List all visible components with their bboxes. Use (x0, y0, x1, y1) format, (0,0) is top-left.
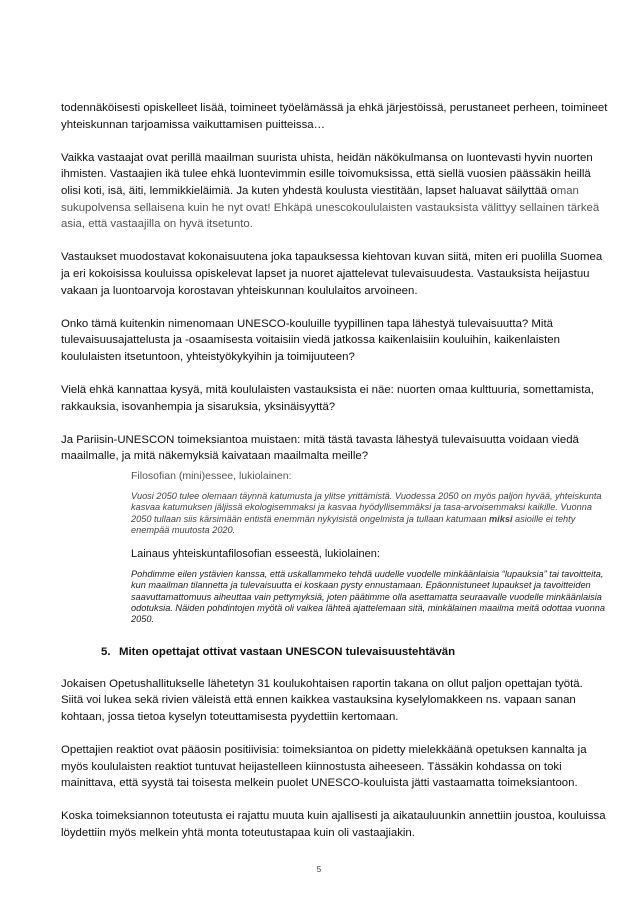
section-paragraph-reactions: Opettajien reaktiot ovat pääosin positiivisia: toimeksiantoa on pidetty mielekkäänä opetuksen kannalta ja myös koululaisten reaktiot tuntuvat heijastelleen kiinnostusta aiheeseen. Tässäkin kohdassa on toki mainittava, että syystä tai toisesta melkein puolet UNESCO-kouluista jätti vastaamatta toimeksiantoon. (61, 744, 587, 790)
section-heading (101, 646, 608, 658)
quote1-text: Vuosi 2050 tulee olemaan täynnä katumusta ja ylitse yrittämistä. Vuodessa 2050 on myös paljon hyvää, yhteiskunta kasvaa katumuksen jäljissä ekologisemmaksi ja kasvaa hyödyllisemmäksi ja tasa-arvoisemmaksi kaikille. Vuonna 2050 tullaan siis kärsimään entistä enemmän nykyisistä ongelmista ja tullaan katumaan (131, 491, 602, 524)
paragraph-respondents-perspective (61, 150, 608, 233)
paragraph-intro-continuation: todennäköisesti opiskelleet lisää, toimineet työelämässä ja ehkä järjestöissä, perustaneet perheen, toimineet yhteiskunnan tarjoamissa vaikuttamisen puitteissa… (61, 102, 608, 131)
paragraph-what-not-seen: Vielä ehkä kannattaa kysyä, mitä koululaisten vastauksista ei näe: nuorten omaa kulttuuria, somettamista, rakkauksia, isovanhempia ja sisaruksia, yksinäisyyttä? (61, 384, 594, 413)
paragraph-answers-overview: Vastaukset muodostavat kokonaisuutena joka tapauksessa kiehtovan kuvan siitä, miten eri puolilla Suomea ja eri kokoisissa kouluissa opiskelevat lapset ja nuoret ajattelevat tulevaisuudesta. Vastauksista heijastuu vakaan ja luontoarvoja korostavan yhteiskunnan koululaitos arvoineen. (61, 251, 603, 297)
page-number: 5 (316, 865, 322, 874)
section-number: 5. (101, 645, 111, 658)
paragraph-text-main: Vaikka vastaajat ovat perillä maailman suurista uhista, heidän näkökulmansa on luontevasti hyvin nuorten ihmisten. Vastaajien ikä tulee ehkä luontevimmin esille toivomuksissa, että siellä vuosien päässäkin heillä olisi koti, isä, äiti, lemmikkieläimiä. Ja kuten yhdestä koulusta viestitään, lapset haluavat säilyttää o (61, 151, 593, 197)
quote1-text-end: asioille ei tehty enempää muutosta 2020. (131, 513, 576, 536)
quote2-heading: Lainaus yhteiskuntafilosofian esseestä, lukiolainen: (131, 547, 380, 560)
paragraph-paris-unesco: Ja Pariisin-UNESCON toimeksiantoa muistaen: mitä tästä tavasta lähestyä tulevaisuutta voidaan viedä maailmalle, ja mitä näkemyksiä kaivataan maailmalta meille? (61, 433, 579, 463)
section-title: Miten opettajat ottivat vastaan UNESCON tulevaisuustehtävän (119, 645, 456, 658)
paragraph-unesco-question: Onko tämä kuitenkin nimenomaan UNESCO-kouluille tyypillinen tapa lähestyä tulevaisuutta? Mitä tulevaisuusajattelusta ja -osaamisesta voitaisiin viedä jatkossa kaikenlaisiin kouluihin, kaikenlaisten koululaisten itsetuntoon, yhteistyökykyihin ja toimijuuteen? (61, 317, 560, 363)
quote1-heading: Filosofian (mini)essee, lukiolainen: (131, 470, 292, 483)
quotes-block (131, 469, 608, 626)
section-paragraph-reports: Jokaisen Opetushallitukselle lähetetyn 31 koulukohtaisen raportin takana on ollut paljon opettajan työtä. Siitä voi lukea sekä rivien väleistä että ennen kaikkea vastauksina kyselylomakkeen ns. vapaan sanan kohtaan, jossa tietoa kyselyn toteuttamisesta pyydettiin kertomaan. (61, 677, 583, 723)
section-paragraph-implementation: Koska toimeksiannon toteutusta ei rajattu muuta kuin ajallisesti ja aikatauluunkin annettiin joustoa, kouluissa löydettiin myös melkein yhtä monta toteutustapaa kuin oli vastaajiakin. (61, 810, 606, 840)
quote1-body (131, 491, 608, 537)
page-content (61, 100, 608, 842)
quote1-bold-word: miksi (489, 513, 513, 524)
paragraph-text-grey: man sukupolvensa sellaisena kuin he nyt ovat! Ehkäpä unescokoululaisten vastauksista välittyy sellainen tärkeä asia, että vastaajilla on hyvä itsetunto. (61, 184, 600, 231)
quote2-body: Pohdimme eilen ystävien kanssa, että uskallammeko tehdä uudelle vuodelle minkäänlaisia “lupauksia” tai tavoitteita, kun maailman tilannetta ja tulevaisuutta ei koskaan pysty ennustamaan. Epäonnistuneet lupaukset ja tavoitteiden saavuttamattomuus aiheuttaa vain pettymyksiä, joten päätimme olla asettamatta seuraavalle vuodelle minkäänlaisia odotuksia. Näiden pohdintojen myötä oli vaikea lähteä ajattelemaan sitä, minkälainen maailma meitä odottaa vuonna 2050. (131, 568, 605, 625)
